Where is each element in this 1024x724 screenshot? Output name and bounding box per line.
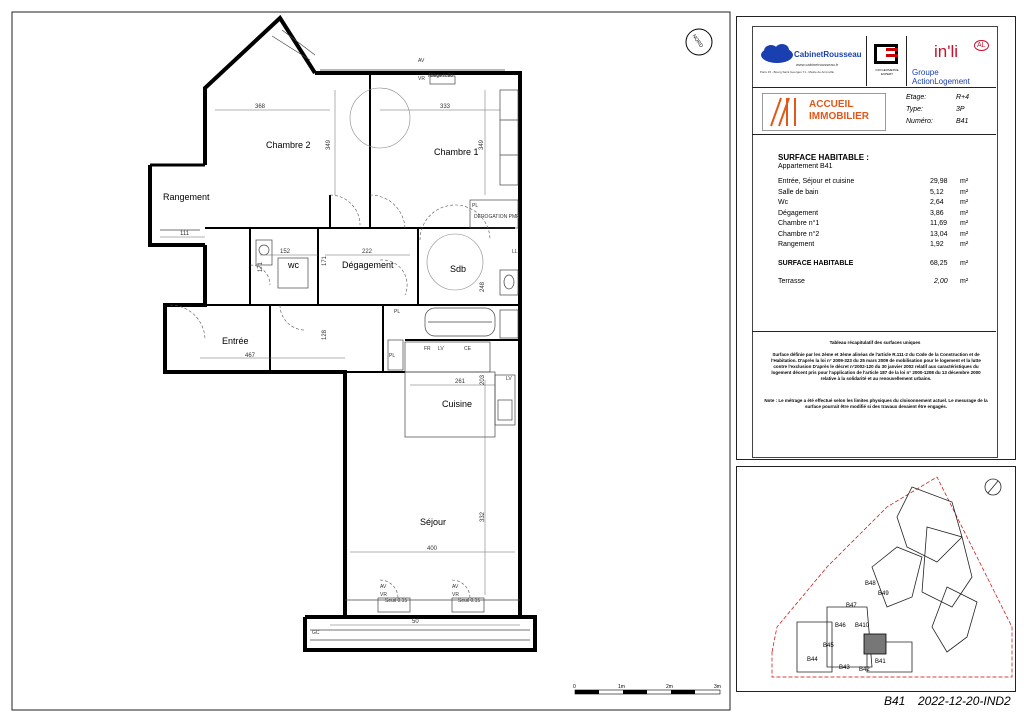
annotation-seuil1: Seuil 0.15 — [385, 598, 408, 604]
dim-171b: 171 — [322, 255, 328, 266]
accueil-logo — [762, 93, 886, 131]
cabinet-web: www.cabinetrousseau.fr — [796, 62, 839, 67]
cloud-logo-icon — [760, 44, 794, 64]
site-label-b48: B48 — [865, 581, 876, 587]
site-label-b44: B44 — [807, 657, 818, 663]
dim-248: 248 — [480, 281, 486, 292]
room-label-wc: wc — [288, 260, 299, 270]
annotation-lv: LV — [438, 346, 444, 352]
room-label-rangement: Rangement — [163, 192, 210, 202]
surface-row-label: Dégagement — [778, 209, 819, 217]
dim-333: 333 — [440, 104, 451, 110]
site-label-b46: B46 — [835, 623, 846, 629]
surface-subtitle: Appartement B41 — [778, 163, 833, 170]
surface-row — [778, 220, 978, 231]
surface-row — [778, 241, 978, 252]
site-label-b49: B49 — [878, 591, 889, 597]
site-label-b41: B41 — [875, 659, 886, 665]
annotation-lv2: LV — [506, 376, 512, 382]
surface-row — [778, 178, 978, 189]
inli-brand: in'li — [934, 42, 959, 61]
surface-row — [778, 189, 978, 200]
surface-total-value: 68,25 — [930, 260, 948, 267]
surface-title: SURFACE HABITABLE : — [778, 153, 869, 162]
surface-row-unit: m² — [960, 241, 969, 248]
dim-222: 222 — [362, 249, 373, 255]
annotation-av-right: AV — [452, 584, 459, 590]
field-type-value: 3P — [956, 106, 965, 113]
dim-152: 152 — [280, 249, 291, 255]
field-numero-label: Numéro: — [906, 118, 933, 125]
surface-row-value: 5,12 — [930, 188, 944, 196]
notes-title: Tableau récapitulatif des surfaces uniques — [829, 340, 921, 345]
ce-caption: CRI GEOMETRE EXPERT — [875, 68, 899, 76]
surface-row — [778, 210, 978, 221]
room-label-degagement: Dégagement — [342, 260, 394, 270]
field-etage-label: Etage: — [906, 94, 927, 101]
dim-400: 400 — [427, 546, 438, 552]
surface-row — [778, 199, 978, 210]
site-label-b47: B47 — [846, 603, 857, 609]
dim-332: 332 — [480, 511, 486, 522]
room-label-cuisine: Cuisine — [442, 399, 473, 409]
surface-total-label: SURFACE HABITABLE — [778, 260, 854, 267]
inli-group: Groupe ActionLogement — [912, 68, 970, 86]
field-etage-value: R+4 — [956, 94, 970, 101]
annotation-pl: PL — [472, 203, 479, 209]
scale-bar — [573, 684, 721, 694]
surface-row-label: Chambre n°2 — [778, 230, 820, 238]
surface-row-value: 2,64 — [930, 199, 944, 206]
room-label-sdb: Sdb — [450, 264, 467, 274]
surface-row-value: 13,04 — [930, 230, 948, 238]
annotation-seuil2: Seuil 0.15 — [458, 598, 481, 604]
notes-note: Note : Le métrage a été effectué selon les limites physiques du cloisonnement actuel. Le mesurage de la surface pourrait être modifié si des travaux devaient être engagés. — [764, 398, 988, 409]
outer-walls — [150, 18, 535, 650]
inli-logo — [912, 40, 996, 86]
surface-total-unit: m² — [960, 260, 969, 267]
accueil-mark-icon — [765, 96, 801, 128]
site-label-b45: B45 — [823, 643, 834, 649]
surface-rows — [778, 178, 978, 252]
surface-row-unit: m² — [960, 209, 969, 217]
site-label-b42: B42 — [859, 667, 870, 673]
annotation-derogation: DEROGATION PMR — [474, 214, 520, 220]
annotation-vr-right: VR — [452, 592, 459, 598]
site-plan — [737, 467, 1013, 689]
footer-date: 2022-12-20-IND2 — [918, 694, 1011, 708]
accueil-line2: IMMOBILIER — [809, 111, 869, 122]
scale-2m: 2m — [666, 684, 673, 690]
annotation-fr: FR — [424, 346, 431, 352]
dim-349a: 349 — [326, 139, 332, 150]
surface-row-label: Wc — [778, 199, 789, 206]
dim-50: 50 — [412, 619, 419, 625]
surface-row-label: Salle de bain — [778, 188, 819, 196]
field-type-label: Type: — [906, 106, 923, 113]
scale-3m: 3m — [714, 684, 721, 690]
terrasse-value: 2,00 — [934, 278, 948, 285]
dim-128: 128 — [322, 329, 328, 340]
field-numero-value: B41 — [956, 118, 969, 125]
surface-row-unit: m² — [960, 188, 969, 196]
north-arrow-icon — [686, 29, 712, 55]
room-label-sejour: Séjour — [420, 517, 447, 527]
dim-171a: 171 — [258, 261, 264, 272]
annotation-ll: LL — [512, 249, 518, 255]
room-label-chambre1: Chambre 1 — [434, 147, 479, 157]
annotation-av-top: AV — [418, 58, 425, 64]
annotation-pl3: PL — [389, 353, 396, 359]
interior-walls — [205, 73, 520, 372]
scale-1m: 1m — [618, 684, 625, 690]
surface-row-value: 29,98 — [930, 178, 948, 185]
surface-row-unit: m² — [960, 230, 969, 238]
surface-row-value: 3,86 — [930, 209, 944, 217]
surface-row-unit: m² — [960, 199, 969, 206]
terrasse-unit: m² — [960, 278, 969, 285]
ce-logo — [872, 44, 902, 80]
cabinet-address: Paris 15 - Bourg Saint Georges 71 - Mairie de Arronville — [760, 70, 835, 74]
cabinet-name: CabinetRousseau — [794, 50, 862, 59]
dim-467: 467 — [245, 353, 256, 359]
scale-0: 0 — [573, 684, 576, 690]
north-label: NORD — [690, 33, 704, 49]
surface-row — [778, 231, 978, 242]
annotation-allege: Allège h:90 — [428, 73, 454, 79]
dim-368: 368 — [255, 104, 266, 110]
surface-row-label: Entrée, Séjour et cuisine — [778, 178, 855, 185]
surface-row-unit: m² — [960, 220, 969, 227]
room-label-entree: Entrée — [222, 336, 249, 346]
surface-row-unit: m² — [960, 178, 969, 185]
annotation-gc: GC — [312, 630, 320, 636]
surface-row-label: Rangement — [778, 241, 815, 248]
site-label-b43: B43 — [839, 665, 850, 671]
site-label-b410: B410 — [855, 623, 870, 629]
cabinet-logo — [760, 42, 860, 82]
surface-row-value: 1,92 — [930, 241, 944, 248]
annotation-vr-left: VR — [380, 592, 387, 598]
dim-261: 261 — [455, 379, 466, 385]
annotation-pl2: PL — [394, 309, 401, 315]
accueil-line1: ACCUEIL — [809, 99, 854, 110]
annotation-av-left: AV — [380, 584, 387, 590]
annotation-ce: CE — [464, 346, 471, 352]
dim-349b: 349 — [479, 139, 485, 150]
footer-code: B41 — [884, 694, 906, 708]
dim-111: 111 — [180, 231, 190, 237]
dim-203: 203 — [480, 374, 486, 385]
surface-row-value: 11,69 — [930, 220, 947, 227]
notes-body: Surface définie par les 2ème et 3ème alinéas de l'article R.111-2 du Code de la Construction et de l'Habitation. D'après la loi n° 2009-323 du 25 mars 2009 de mobilisation pour le logement et la lutte contre l'exclusion D'après le décret n°2002-120 du 30 janvier 2002 relatif aux caractéristiques du logement décent pris pour l'application de l'article 187 de la loi n° 2000-1208 du 13 décembre 2000 relative à la solidarité et au renouvellement urbains. — [771, 352, 981, 381]
terrasse-label: Terrasse — [778, 278, 805, 285]
surface-row-label: Chambre n°1 — [778, 220, 820, 227]
inli-al: AL — [974, 40, 989, 51]
room-label-chambre2: Chambre 2 — [266, 140, 311, 150]
annotation-vr-top: VR — [418, 76, 425, 82]
